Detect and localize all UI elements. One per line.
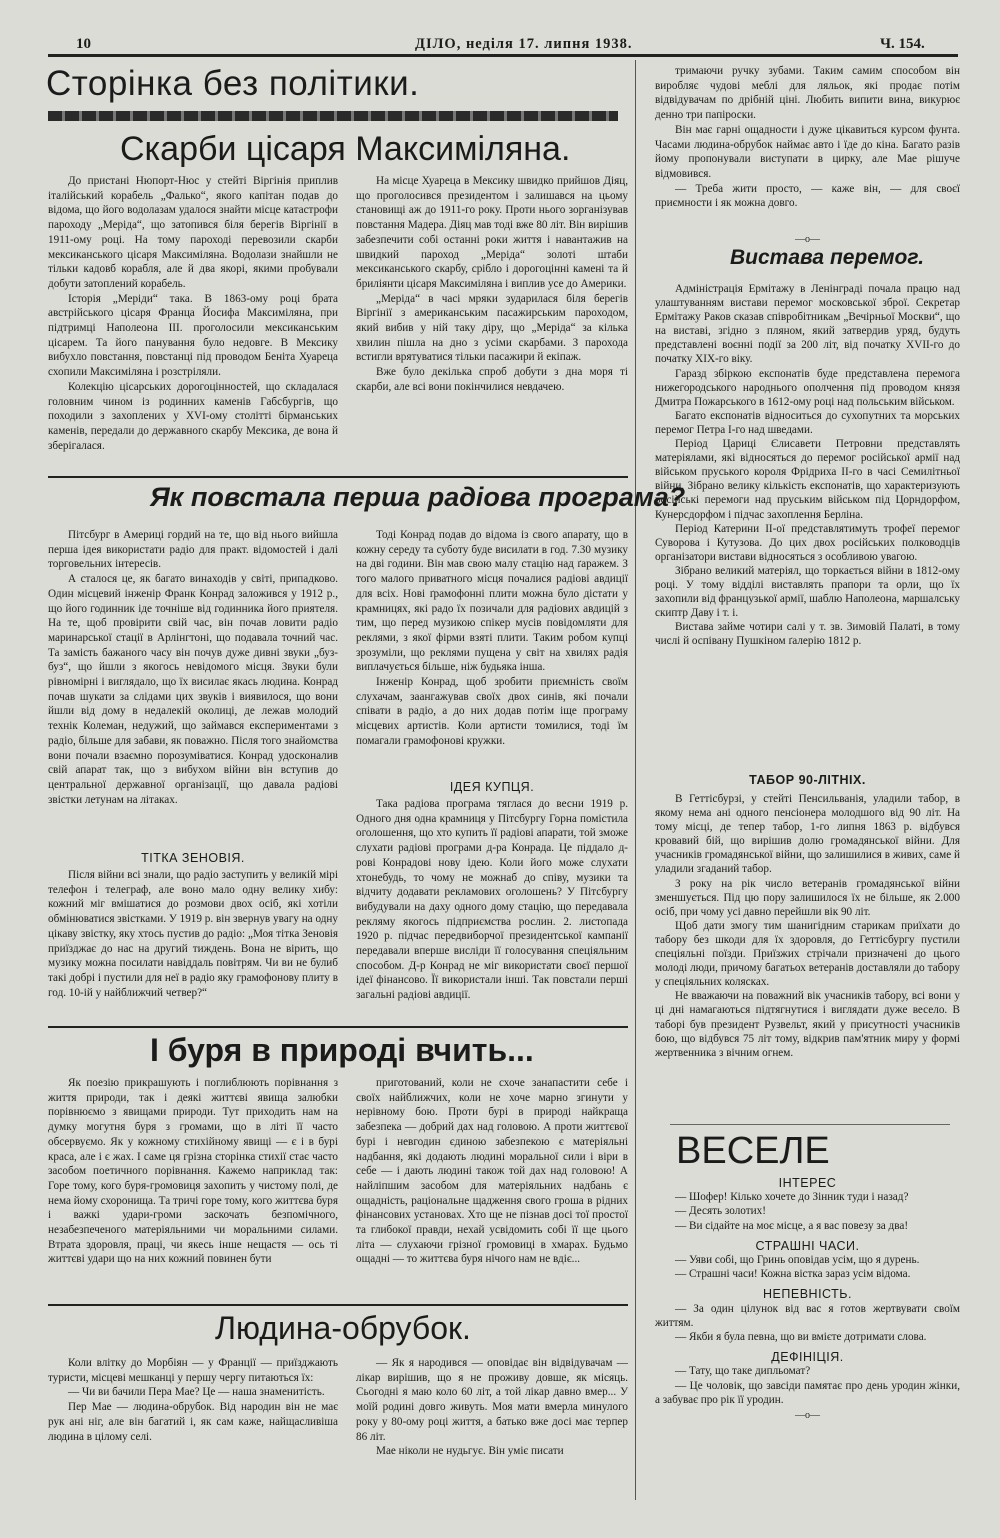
paragraph: До пристані Нюпорт-Нюс у стейті Віргінія приплив італійський корабель „Фалько“, якого капітан подав до відома, що його водолазам удалося знайти місце катастрофи пароходу „Меріда“, що затопився біля берегів Віргінії в 1911-ому році. На тому пароході перевозили скарби мексиканського цісаря Максиміляна. Водолази знайшли не тільки кадовб корабля, але й два якорі, якими пробували добути затоплений корабель.: [48, 175, 338, 290]
paragraph: Гаразд збіркою експонатів буде представлена перемога нижегородського народнього ополчення під проводом князя Дмитра Пожарського в 1612-ому році над польським військом.: [655, 367, 960, 408]
paragraph: „Меріда“ в часі мряки зударилася біля берегів Віргінії з американським пасажирським пароходом, який вибив у ній таку діру, що „Меріда“ за кілька хвилин пішла на дно з усіми скарбами. З парохода встигли врятуватися тільки пасажири й екіпаж.: [356, 292, 628, 364]
paragraph: Така радіова програма тяглася до весни 1919 р. Одного дня одна крамниця у Пітсбургу Горна помістила оголошення, що хто купить її радіові апарати, той зможе слухати радіові програми д-ра Конрада. Це піддало д-рові Конрадові нову ідею. Коли його може слухати хтонебудь, то чому не можнаб до співу, музики та відчиту додавати рекламових оголошень? У Пітсбургу вибудували на даху одного дому стацію, що передавала рекляму якогось підприємства рослин. 2. листопада 1920 р. підчас передвиборчої президентської кампанії передавали вперше висліди її голосування спеціяльним способом. Д-р Конрад не міг використати своєї першої ідеї фінансово. Її використали інші. Так повстали перші загальні радіові авдиції.: [356, 798, 628, 1002]
paragraph: Мае ніколи не нудьгує. Він уміє писати: [376, 1445, 564, 1458]
joke-title: ДЕФІНІЦІЯ.: [771, 1350, 844, 1365]
radio-col2b: [356, 797, 628, 1003]
radio-col1b: [48, 868, 338, 1000]
section-rule: [670, 1124, 950, 1125]
storm-col1: [48, 1076, 338, 1267]
paragraph: Не вважаючи на поважний вік учасників табору, всі вони у ці дні намагаються підтягнутися і виглядати дуже весело. В таборі був президент Рузвельт, який у присутності учасників бою, що відбувся 75 літ тому, відкрив пам'ятник миру у формі жертвенника з вічним огнем.: [655, 990, 960, 1059]
exhibition-text: [655, 282, 960, 648]
subhead-merchant-idea: ІДЕЯ КУПЦЯ.: [449, 780, 535, 794]
header-rule: [48, 54, 958, 57]
article-title-stump: Людина-обрубок.: [215, 1310, 471, 1346]
separator: —о—: [795, 1410, 820, 1422]
column-divider: [635, 60, 636, 1500]
paragraph: Період Катерини ІІ-ої представлятимуть трофеї перемог Суворова і Кутузова. До цих двох російських полководців організатори вистави відносяться з особливою увагою.: [655, 522, 960, 563]
subhead-aunt-zenovia: ТІТКА ЗЕНОВІЯ.: [141, 851, 245, 865]
maximilian-col1: [48, 174, 338, 453]
stump-col2: [356, 1356, 628, 1459]
paragraph: Вже було декілька спроб добути з дна моря ті скарби, але всі вони покінчилися невдачею.: [356, 366, 628, 393]
stump-col3: [655, 64, 960, 211]
paragraph: Пер Мае — людина-обрубок. Від народин він не має рук ані ніг, але він багатий і, як сам каже, найщасливіша людина в цілому селі.: [48, 1401, 338, 1443]
joke-title: ІНТЕРЕС: [778, 1176, 837, 1190]
paragraph: Колекцію цісарських дорогоцінностей, що складалася головним чином із родинних каменів Габсбургів, що походили з захоплених у XVI-ому столітті бірманських каменів, передали до державного скарбу Мексика, де вона й зберігалася.: [48, 380, 338, 452]
paragraph: Пітсбург в Америці гордий на те, що від нього вийшла перша ідея використати радіо для практ. відомостей і далі торговельних інтересів.: [48, 529, 338, 571]
joke-title: СТРАШНІ ЧАСИ.: [755, 1238, 860, 1253]
camp-text: [655, 792, 960, 1060]
joke-title: НЕПЕВНІСТЬ.: [763, 1287, 852, 1302]
article-rule: [48, 476, 628, 478]
paragraph: — Чи ви бачили Пера Мае? Це — наша знаменитість.: [68, 1386, 325, 1399]
paragraph: З року на рік число ветеранів громадянської війни зменшується. Під цю пору залишилося їх не більше, як 2.000 осіб, при чому усі давно перейшли вік 90 літ.: [655, 877, 960, 918]
article-title-maximilian: Скарби цісаря Максиміляна.: [120, 130, 571, 168]
paragraph: Зібрано великий матеріял, що торкається війни в 1812-ому році. У тому відділі виставлять прапори та орли, що їх захопили від французької армії, шаблю Наполеона, маршалську скиптр Даву і т. і.: [655, 564, 960, 620]
paragraph: приготований, коли не схоче занапастити себе і своїх найближчих, коли не хоче марно згинути у нерівному бою. Проти бурі в природі найкраща забезпека — добрий дах над головою. А проти життєвої бурі і невгодин єдиною забезпекою є матеріяльні надбання, які додають людині моральної сили і віри в себе — і дають людині також той дах над головою! А найліпшим засобом для матеріяльних надбань є ощадність, раціональне щадження свого гроша в рідних фінансових установах. Хто ще не пізнав досі тої простої та глибокої правди, нехай усвідомить собі її ще цього літа — слухаючи грізної громовиці в хмарах. Будьмо ощадні — то життєва буря нічого нам не вдіє...: [356, 1077, 628, 1266]
separator: —о—: [795, 234, 820, 245]
issue-number: Ч. 154.: [880, 36, 925, 52]
joke-line: — Ви сідайте на моє місце, а я вас повезу за два!: [675, 1219, 909, 1232]
paragraph: Адміністрація Ермітажу в Ленінграді почала працю над улаштуванням вистави перемог московської зброї. Секретар Ермітажу Раков сказав співробітникам „Вечірньої Москви“, що на виставі, згідно з пляном, який затвердив уряд, будуть представлені воєнні події за 200 літ, від початку XVII-го до початку XIX-го віку.: [655, 283, 960, 366]
article-rule: [48, 1304, 628, 1306]
humor-text: [655, 1176, 960, 1423]
paragraph: Багато експонатів відноситься до сухопутних та морських перемог Петра І-го над шведами.: [655, 409, 960, 436]
decorative-banner: [48, 111, 618, 121]
stump-col1: [48, 1356, 338, 1444]
section-title: Сторінка без політики.: [46, 64, 420, 103]
paragraph: А сталося це, як багато винаходів у світі, припадково. Один місцевий інженір Франк Конрад заложився у 1912 р., що його годинник іде точніше від годинника його приятеля. На те, щоб провірити свій час, він почав ловити радіо маринарської стації в Арлінгтоні, що подавала точний час. Та замість бажаного часу він почув дуже дивні звуки „буз-буз“, що йшли з якогось невідомого місця. Звуки були рівномірні і виглядало, що їх висилає якась людина. Конрад почав шукати за слідами цих звуків і виявилося, що вони йшли від дому в недалекій околиці, де лежав молодий технік Колеман, недужий, що займався експериментами з радіо, більше для забави, як поважно. Після того знайомства вони почали взаємно порозуміватися. Конрад удосконалив свій апарат так, що з вибухом війни він вступив до центральної державної організації, що давала радіові звістки летунам на літаках.: [48, 573, 338, 806]
joke-line: — Шофер! Кілько хочете до Зінник туди і назад?: [675, 1191, 909, 1204]
paragraph: Щоб дати змогу тим шанигідним старикам приїхати до табору без шкоди для їх здоровля, до Геттісбургу пустили спеціяльні поїзди. Приїзжих стрічали призначені до цього молоді люди, причому багатьох ветеранів доставляли до табору у спеціяльних колясках.: [655, 919, 960, 989]
paragraph: — Треба жити просто, — каже він, — для своєї приємности і як можна довго.: [655, 182, 960, 210]
joke-line: — Страшні часи! Кожна вістка зараз усім відома.: [675, 1268, 911, 1281]
paragraph: Після війни всі знали, що радіо заступить у великій мірі телефон і телеграф, але воно мало одну велику хибу: кожний міг вмішатися до розмови двох осіб, які хотіли обмінюватися звістками. У 1919 р. він звернув увагу на одну цікаву звістку, яку хтось пустив до радіо: „Моя тітка Зеновія приїзджає до нас на другий тиждень. Вона не вірить, що музику можна посилати навіддаль повітрям. Чи ви не булиб такі добрі і пустили для неї в радіо яку грамофонову плиту в год. 10-ій у найближчий четвер?“: [48, 869, 338, 999]
joke-line: — Якби я була певна, що ви вмієте дотримати слова.: [675, 1331, 927, 1344]
article-title-storm: І буря в природі вчить...: [150, 1032, 534, 1068]
maximilian-col2: [356, 174, 628, 395]
paragraph: Період Цариці Єлисавети Петровни представлять матеріялами, які відносяться до перемог російської армії над військом пруського короля Фрідриха ІІ-го в часі Семилітньої війни. Зібрано велику кількість експонатів, що характеризують російські перемоги над пруським військом під Цорндорфом, Кунерсдорфом і підчас захоплення Берліна.: [655, 438, 960, 521]
paragraph: Як поезію прикрашують і поглиблюють порівнання з життя природи, так і деякі життєві явища залюбки порівнюємо з явищами природи. Тут приходить нам на думку могутня буря з громами, що в літі її часто обсервуємо. Як у кожному стихійному явищі — є і в бурі краса, але і є жах. І саме ця грізна сторінка стихії стає часто засобом поетичного порівнання. Кажемо наприклад так: Горе тому, кого буря-громовиця захопить у чистому полі, де нема йому схоронища. Та тричі горе тому, кого життєва буря і важкі удари-громи заскочать безпомічного, незабезпеченого матеріяльними чи моральними силами. Втрата здоровля, праці, чи якесь інше нещастя — ось ті життєві удари що на них кожний повинен бути: [48, 1077, 338, 1266]
joke-line: — За один цілунок від вас я готов жертвувати своїм життям.: [655, 1302, 960, 1329]
article-rule: [48, 1026, 628, 1028]
paragraph: Коли влітку до Морбіян — у Франції — приїзджають туристи, місцеві мешканці у першу чергу питаються їх:: [48, 1357, 338, 1384]
paragraph: На місце Хуареца в Мексику швидко прийшов Діяц, що проголосився президентом і залишався на цьому становищі аж до 1911-го року. Проти нього зорганізував повстання Мадера. Діяц мав тоді вже 80 літ. Він вирішив забезпечити собі останні роки життя і навантажив на швидкий пароход „Меріда“ золоті штаби мексиканського скарбу, срібло і дорогоцінні камені та й бриліянти цісаря Максиміляна і виплив усе до Америки.: [356, 175, 628, 290]
joke-line: — Тату, що таке дипльомат?: [675, 1365, 811, 1378]
radio-col1: [48, 528, 338, 807]
paragraph: тримаючи ручку зубами. Таким самим способом він виробляє чудові меблі для ляльок, які продає потім відвідувачам по дрібній ціні. Любить випити вина, викурює денно три папіроски.: [655, 65, 960, 122]
joke-line: — Уяви собі, що Гринь оповідав усім, що я дурень.: [675, 1254, 920, 1267]
article-title-exhibition: Вистава перемог.: [730, 246, 925, 269]
paragraph: Інженір Конрад, щоб зробити приємність своїм слухачам, заангажував своїх двох синів, які почали співати в радіо, а до них додав потім іще програму місцевих артистів. Коли артисти томилися, тоді їм помагали грамофонові кружки.: [356, 676, 628, 747]
humor-title: ВЕСЕЛЕ: [676, 1130, 830, 1172]
radio-col2: [356, 528, 628, 749]
article-title-camp: ТАБОР 90-ЛІТНІХ.: [749, 773, 866, 787]
article-title-radio: Як повстала перша радіова програма?: [150, 482, 686, 512]
paragraph: В Геттісбурзі, у стейті Пенсильванія, уладили табор, в якому нема ані одного пенсіонера молодшого від 90 літ. На тому місці, де тепер табор, 1-го липня 1863 р. відбувся кровавий бій, що вирішив долю громадянської війни. Для учасників громадянської війни, що залишилися в живих, саме й уладили згаданий табор.: [655, 793, 960, 876]
newspaper-masthead: ДІЛО, неділя 17. липня 1938.: [415, 36, 633, 52]
joke-line: — Десять золотих!: [675, 1205, 766, 1218]
paragraph: Вистава займе чотири салі у т. зв. Зимовій Палаті, в тому числі й оспівану Пушкіном ґалерію 1812 р.: [655, 621, 960, 648]
paragraph: — Як я народився — оповідає він відвідувачам — лікар вирішив, що я не проживу довше, як місяць. Сьогодні я маю коло 60 літ, а той лікар давно вмер... У моїй родині довго живуть. Моя мати вмерла минулого року у 80-ому році життя, а батько вже досі має терпер 86 літ.: [356, 1357, 628, 1443]
paragraph: Тоді Конрад подав до відома із свого апарату, що в кожну середу та суботу буде висилати в год. 7.30 музику на дві години. Він мав свою малу стацію над ґаражем. З того малого приватного місця почалися радіові авдиції для всіх. Нові ґрамофонні плити можна було дістати у крамницях, які радо їх позичали для радіових авдицій з тим, що перед музикою спікер мусів повідомляти для реклями, з якої фірми взяті плити. Таким робом купці зрозуміли, що реклями пущена у світ на хвилях радія виплачується більше, ніж будьяка інша.: [356, 529, 628, 674]
storm-col2: [356, 1076, 628, 1267]
joke-line: — Це чоловік, що завсіди памятає про день уродин жінки, а забуває про рік її уродин.: [655, 1379, 960, 1406]
paragraph: Історія „Меріди“ така. В 1863-ому році брата австрійського цісаря Франца Йосифа Максиміляна, при підтримці Наполеона ІІІ. проголосили мексиканським цісарем. Та його панування було недовге. В Мексику вибухло повстання, повстанці під проводом Беніта Хуареца схопили Максиміляна і розстріляли.: [48, 292, 338, 379]
page-number: 10: [76, 36, 91, 52]
paragraph: Він має гарні ощадности і дуже цікавиться курсом фунта. Часами людина-обрубок наймає авто і їде до кіна. Багато разів йому пропонували виступати в цирку, але Мае рішуче відмовився.: [655, 123, 960, 180]
